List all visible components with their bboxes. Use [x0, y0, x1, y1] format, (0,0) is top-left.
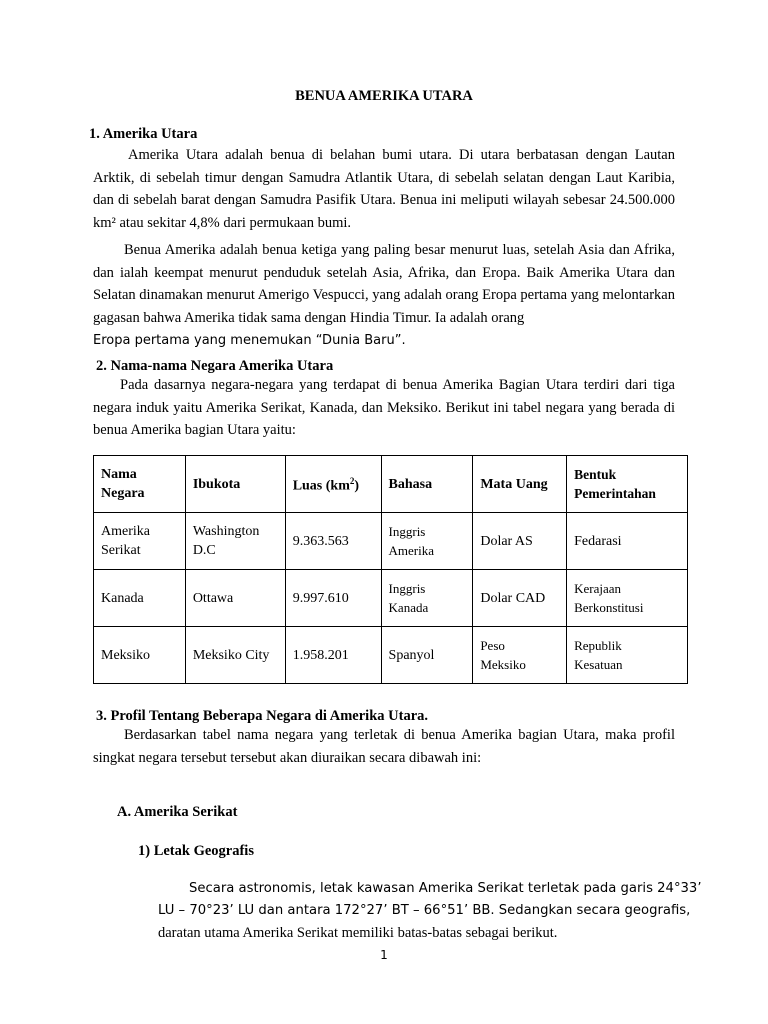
- cell-nama: Kanada: [94, 570, 186, 627]
- subsection-1-line-1: Secara astronomis, letak kawasan Amerika Serikat terletak pada garis 24°33’: [189, 881, 702, 896]
- cell-luas: 1.958.201: [285, 627, 381, 684]
- section-1-paragraph-1: Amerika Utara adalah benua di belahan bumi utara. Di utara berbatasan dengan Lautan Arktik, di sebelah timur dengan Samudra Atlantik Utara, di sebelah selatan dengan Laut Karibia, dan di sebelah barat dengan Samudra Pasifik Utara. Benua ini meliputi wilayah sebesar 24.500.000 km² atau sekitar 4,8% dari permukaan bumi.: [93, 147, 675, 231]
- cell-nama: Meksiko: [94, 627, 186, 684]
- cell-bentuk: Republik Kesatuan: [567, 627, 688, 684]
- cell-mata-uang: Dolar CAD: [473, 570, 567, 627]
- cell-luas: 9.997.610: [285, 570, 381, 627]
- section-3-paragraph: Berdasarkan tabel nama negara yang terletak di benua Amerika bagian Utara, maka profil singkat negara tersebut tersebut akan diuraikan secara dibawah ini:: [93, 727, 675, 766]
- header-nama-negara: Nama Negara: [94, 456, 186, 513]
- cell-nama: Amerika Serikat: [94, 513, 186, 570]
- header-bentuk-pemerintahan: Bentuk Pemerintahan: [567, 456, 688, 513]
- cell-bahasa: Inggris Amerika: [381, 513, 473, 570]
- countries-table: [93, 455, 688, 684]
- cell-mata-uang: Peso Meksiko: [473, 627, 567, 684]
- table-row: [94, 513, 688, 570]
- cell-ibukota: Washington D.C: [185, 513, 285, 570]
- cell-ibukota: Ottawa: [185, 570, 285, 627]
- header-mata-uang: Mata Uang: [473, 456, 567, 513]
- subsection-1-line-2: LU – 70°23’ LU dan antara 172°27’ BT – 66°51’ BB. Sedangkan secara geografis,: [158, 903, 691, 918]
- cell-bentuk: Fedarasi: [567, 513, 688, 570]
- subsection-1-heading: 1) Letak Geografis: [138, 843, 254, 859]
- page-number: 1: [380, 948, 388, 962]
- subsection-1-line-3: daratan utama Amerika Serikat memiliki batas-batas sebagai berikut.: [158, 925, 558, 941]
- table-header-row: [94, 456, 688, 513]
- header-luas: Luas $(km^2)$: [285, 456, 381, 513]
- section-1-paragraph-2-text: Benua Amerika adalah benua ketiga yang paling besar menurut luas, setelah Asia dan Afrika, dan ialah keempat menurut penduduk setelah Asia, Afrika, dan Eropa. Baik Amerika Utara dan Selatan dinamakan menurut Amerigo Vespucci, yang adalah orang Eropa pertama yang melontarkan gagasan bahwa Amerika tidak sama dengan Hindia Timur. Ia adalah orang: [93, 242, 675, 326]
- cell-bentuk: Kerajaan Berkonstitusi: [567, 570, 688, 627]
- section-1-paragraph-2: [93, 239, 675, 353]
- subsection-1-paragraph: [158, 878, 702, 944]
- cell-bahasa: Inggris Kanada: [381, 570, 473, 627]
- section-a-heading: A. Amerika Serikat: [117, 804, 238, 820]
- document-title: BENUA AMERIKA UTARA: [295, 88, 473, 104]
- header-ibukota: Ibukota: [185, 456, 285, 513]
- header-bahasa: Bahasa: [381, 456, 473, 513]
- table-row: [94, 570, 688, 627]
- section-1-heading: 1. Amerika Utara: [89, 126, 198, 142]
- cell-mata-uang: Dolar AS: [473, 513, 567, 570]
- cell-ibukota: Meksiko City: [185, 627, 285, 684]
- cell-bahasa: Spanyol: [381, 627, 473, 684]
- section-1-paragraph-2-tail: Eropa pertama yang menemukan “Dunia Baru”.: [93, 333, 406, 348]
- cell-luas: 9.363.563: [285, 513, 381, 570]
- section-3-heading: 3. Profil Tentang Beberapa Negara di Amerika Utara.: [96, 708, 429, 724]
- section-2-heading: 2. Nama-nama Negara Amerika Utara: [96, 358, 334, 374]
- table-row: [94, 627, 688, 684]
- section-2-paragraph: Pada dasarnya negara-negara yang terdapat di benua Amerika Bagian Utara terdiri dari tiga negara induk yaitu Amerika Serikat, Kanada, dan Meksiko. Berikut ini tabel negara yang berada di benua Amerika bagian Utara yaitu:: [93, 377, 675, 438]
